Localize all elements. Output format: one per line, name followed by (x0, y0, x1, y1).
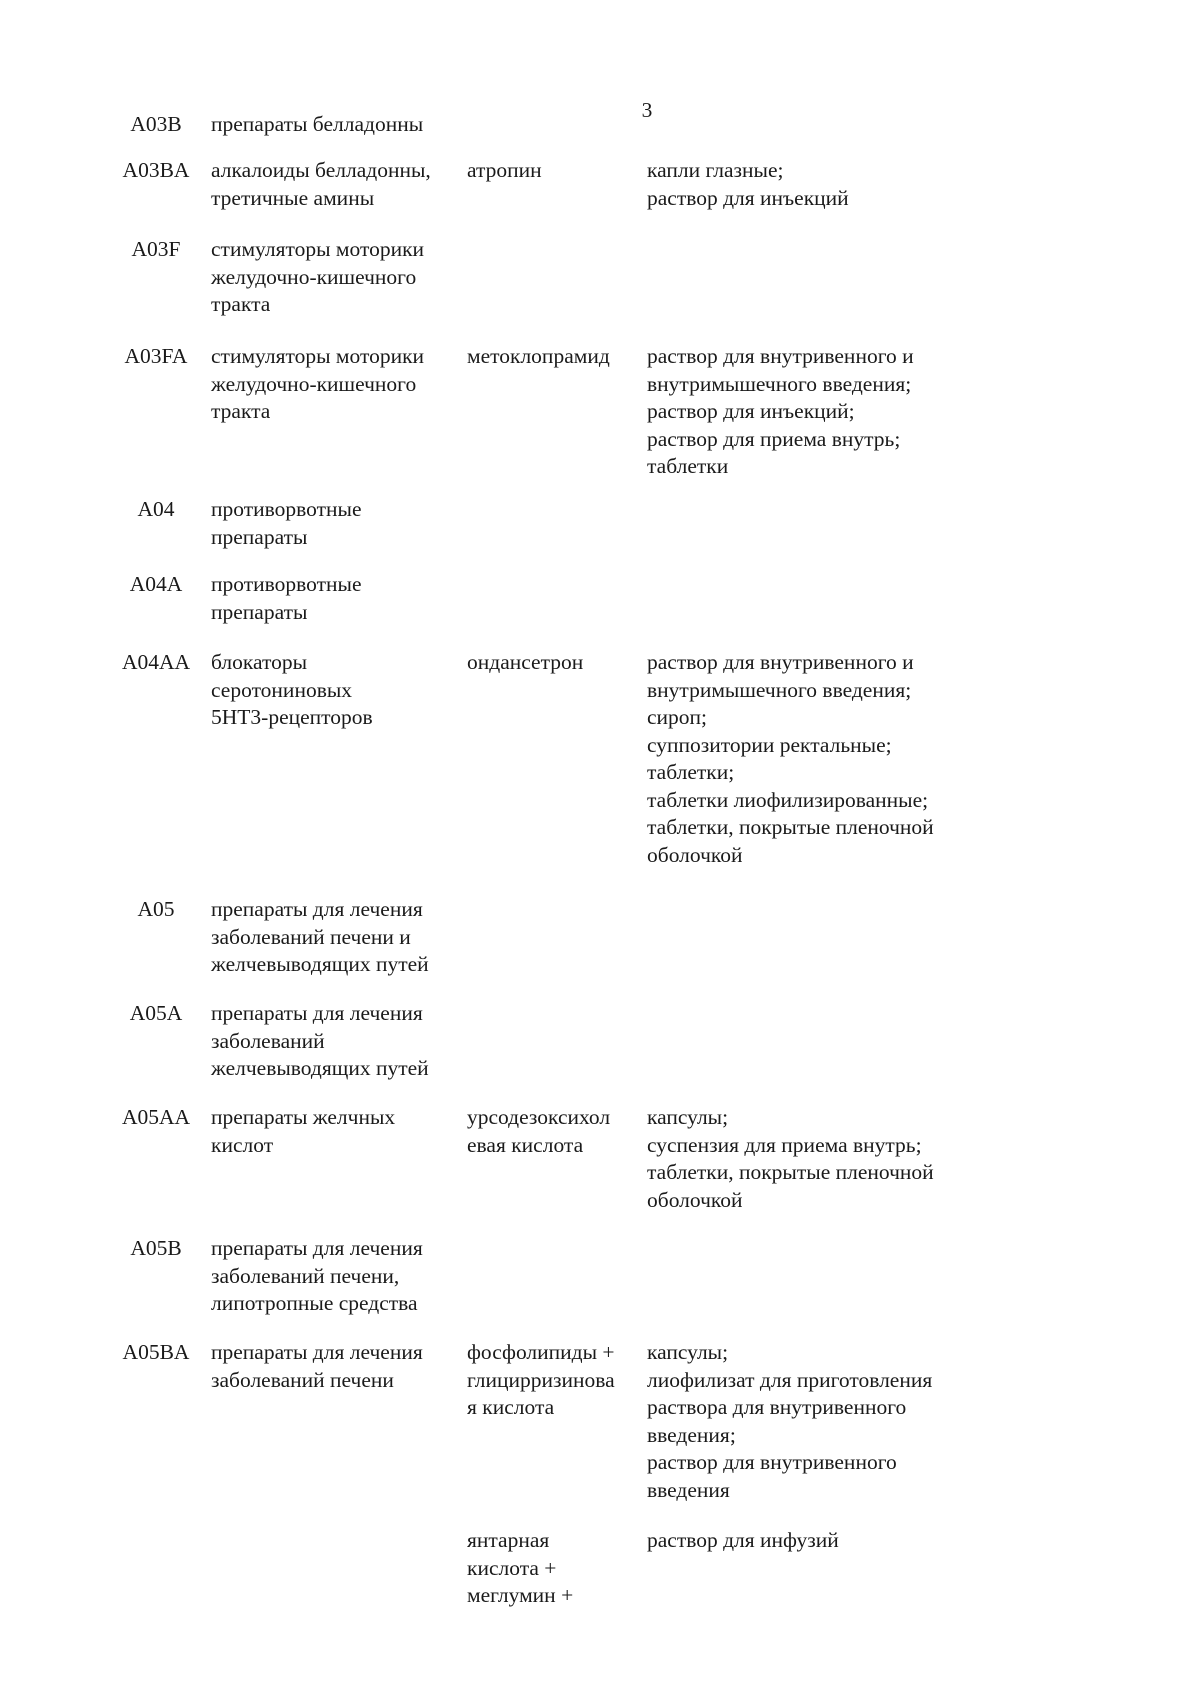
dosage-forms: раствор для внутривенного и внутримышечного введения; раствор для инъекций; раствор для приема внутрь; таблетки (647, 344, 914, 478)
page-number: 3 (641, 98, 653, 122)
atc-code: A05B (130, 1236, 182, 1260)
anatomical-therapeutic-group: препараты для лечения заболеваний печени (211, 1340, 423, 1392)
anatomical-therapeutic-group: препараты для лечения заболеваний желчевыводящих путей (211, 1001, 429, 1080)
atc-code: A05 (137, 897, 175, 921)
atc-code: A03B (130, 112, 182, 136)
drug-name: урсодезоксихол евая кислота (467, 1105, 611, 1157)
anatomical-therapeutic-group: стимуляторы моторики желудочно-кишечного тракта (211, 237, 425, 316)
anatomical-therapeutic-group: противорвотные препараты (211, 572, 362, 624)
atc-code: A05AA (121, 1105, 191, 1129)
anatomical-therapeutic-group: противорвотные препараты (211, 497, 362, 549)
atc-code: A03FA (124, 344, 188, 368)
dosage-forms: раствор для внутривенного и внутримышечного введения; сироп; суппозитории ректальные; таблетки; таблетки лиофилизированные; таблетки, покрытые пленочной оболочкой (647, 650, 934, 867)
atc-code: A04 (137, 497, 175, 521)
anatomical-therapeutic-group: блокаторы серотониновых 5HT3-рецепторов (211, 650, 373, 729)
dosage-forms: капсулы; лиофилизат для приготовления раствора для внутривенного введения; раствор для внутривенного введения (647, 1340, 933, 1502)
atc-code: A04A (129, 572, 183, 596)
drug-name: метоклопрамид (467, 344, 610, 368)
dosage-forms: капли глазные; раствор для инъекций (647, 158, 849, 210)
atc-code: A04AA (121, 650, 191, 674)
atc-code: A05A (129, 1001, 183, 1025)
atc-code: A05BA (122, 1340, 190, 1364)
dosage-forms: капсулы; суспензия для приема внутрь; таблетки, покрытые пленочной оболочкой (647, 1105, 934, 1212)
anatomical-therapeutic-group: препараты желчных кислот (211, 1105, 396, 1157)
drug-name: фосфолипиды + глицирризинова я кислота (467, 1340, 615, 1419)
atc-code: A03BA (122, 158, 190, 182)
anatomical-therapeutic-group: алкалоиды белладонны, третичные амины (211, 158, 431, 210)
dosage-forms: раствор для инфузий (647, 1528, 839, 1552)
anatomical-therapeutic-group: препараты для лечения заболеваний печени и желчевыводящих путей (211, 897, 429, 976)
atc-code: A03F (131, 237, 181, 261)
drug-name: янтарная кислота + меглумин + (467, 1528, 574, 1607)
drug-name: ондансетрон (467, 650, 584, 674)
anatomical-therapeutic-group: стимуляторы моторики желудочно-кишечного тракта (211, 344, 425, 423)
drug-name: атропин (467, 158, 542, 182)
anatomical-therapeutic-group: препараты для лечения заболеваний печени, липотропные средства (211, 1236, 423, 1315)
anatomical-therapeutic-group: препараты белладонны (211, 112, 424, 136)
